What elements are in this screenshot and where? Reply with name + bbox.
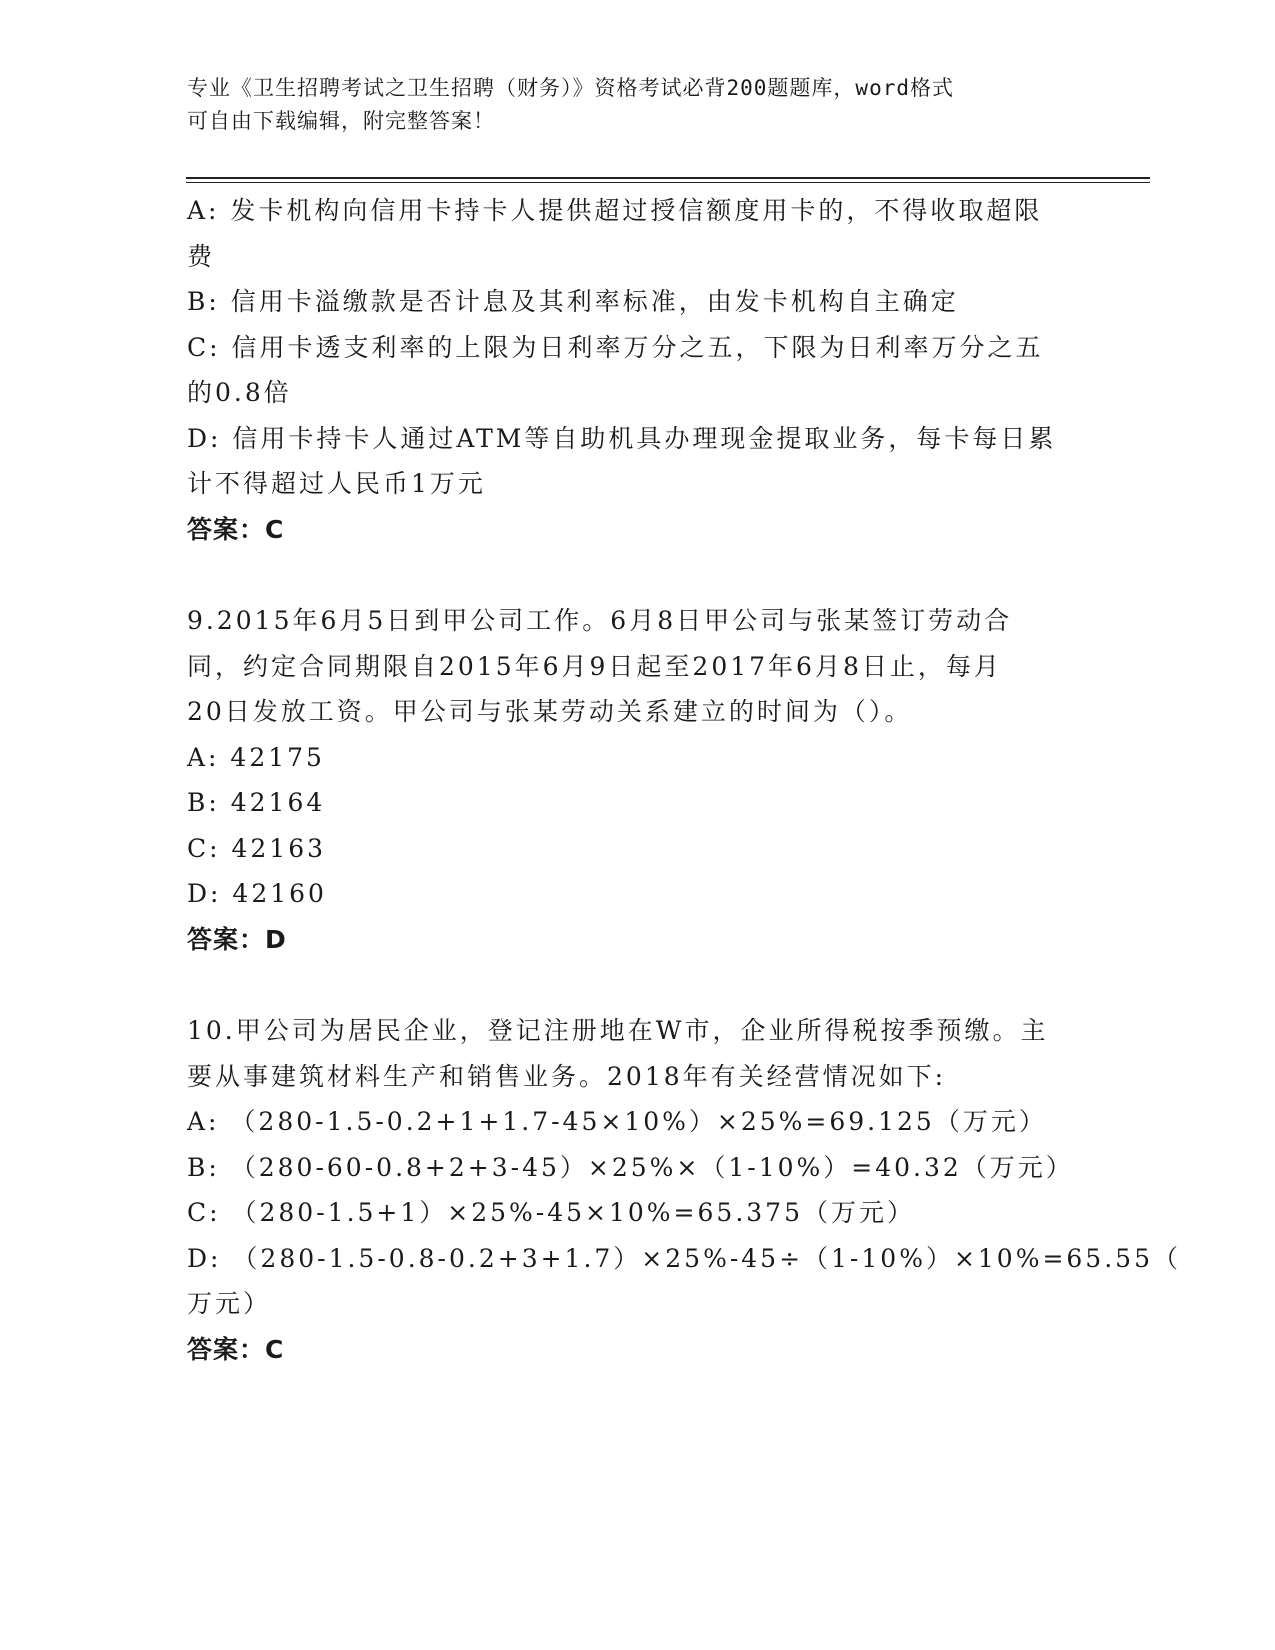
question-10-stem-line-2: 要从事建筑材料生产和销售业务。2018年有关经营情况如下: bbox=[187, 1061, 947, 1091]
question-9-stem-line-3: 20日发放工资。甲公司与张某劳动关系建立的时间为（）。 bbox=[187, 697, 913, 726]
question-8-options bbox=[187, 188, 1087, 552]
spacer bbox=[187, 552, 1087, 598]
header-divider-thick bbox=[186, 177, 1150, 179]
question-10-option-b: B: （280-60-0.8+2+3-45）×25%×（1-10%）=40.32（万元） bbox=[187, 1152, 1074, 1182]
question-9-option-c: C: 42163 bbox=[187, 833, 327, 863]
option-b: B: 信用卡溢缴款是否计息及其利率标准，由发卡机构自主确定 bbox=[187, 287, 959, 316]
header-line-2: 可自由下载编辑，附完整答案！ bbox=[187, 109, 495, 133]
question-content bbox=[187, 188, 1181, 1372]
spacer bbox=[187, 962, 1087, 1008]
question-9-stem-line-1: 9.2015年6月5日到甲公司工作。6月8日甲公司与张某签订劳动合 bbox=[187, 606, 1013, 635]
option-d-line-1: D: 信用卡持卡人通过ATM等自助机具办理现金提取业务，每卡每日累 bbox=[187, 423, 1057, 453]
option-d-line-2: 计不得超过人民币1万元 bbox=[187, 469, 486, 498]
question-10-option-d-line-2: 万元） bbox=[187, 1289, 272, 1318]
question-9-stem-line-2: 同，约定合同期限自2015年6月9日起至2017年6月8日止，每月 bbox=[187, 651, 1002, 681]
option-c-line-2: 的0.8倍 bbox=[187, 378, 292, 407]
option-a-line-1: A: 发卡机构向信用卡持卡人提供超过授信额度用卡的，不得收取超限 bbox=[187, 196, 1043, 225]
question-10-stem-line-1: 10.甲公司为居民企业，登记注册地在W市，企业所得税按季预缴。主 bbox=[187, 1016, 1049, 1045]
answer-q8: 答案：C bbox=[187, 514, 285, 544]
question-10-option-d-line-1: D: （280-1.5-0.8-0.2+3+1.7）×25%-45÷（1-10%）×10%=65.55（ bbox=[187, 1243, 1181, 1273]
document-header bbox=[187, 72, 1067, 138]
question-10-option-c: C: （280-1.5+1）×25%-45×10%=65.375（万元） bbox=[187, 1198, 915, 1227]
question-9 bbox=[187, 598, 1087, 962]
answer-q9: 答案：D bbox=[187, 924, 287, 954]
option-c-line-1: C: 信用卡透支利率的上限为日利率万分之五，下限为日利率万分之五 bbox=[187, 332, 1044, 362]
header-divider-thin bbox=[186, 182, 1150, 183]
question-9-option-a: A: 42175 bbox=[187, 742, 325, 772]
question-10-option-a: A: （280-1.5-0.2+1+1.7-45×10%）×25%=69.125（万元） bbox=[187, 1107, 1047, 1136]
question-9-option-d: D: 42160 bbox=[187, 879, 327, 908]
option-a-line-2: 费 bbox=[187, 241, 216, 271]
question-9-option-b: B: 42164 bbox=[187, 788, 326, 817]
answer-q10: 答案：C bbox=[187, 1334, 285, 1364]
header-line-1: 专业《卫生招聘考试之卫生招聘（财务）》资格考试必背200题题库，word格式 bbox=[187, 76, 954, 100]
question-10 bbox=[187, 1008, 1181, 1372]
